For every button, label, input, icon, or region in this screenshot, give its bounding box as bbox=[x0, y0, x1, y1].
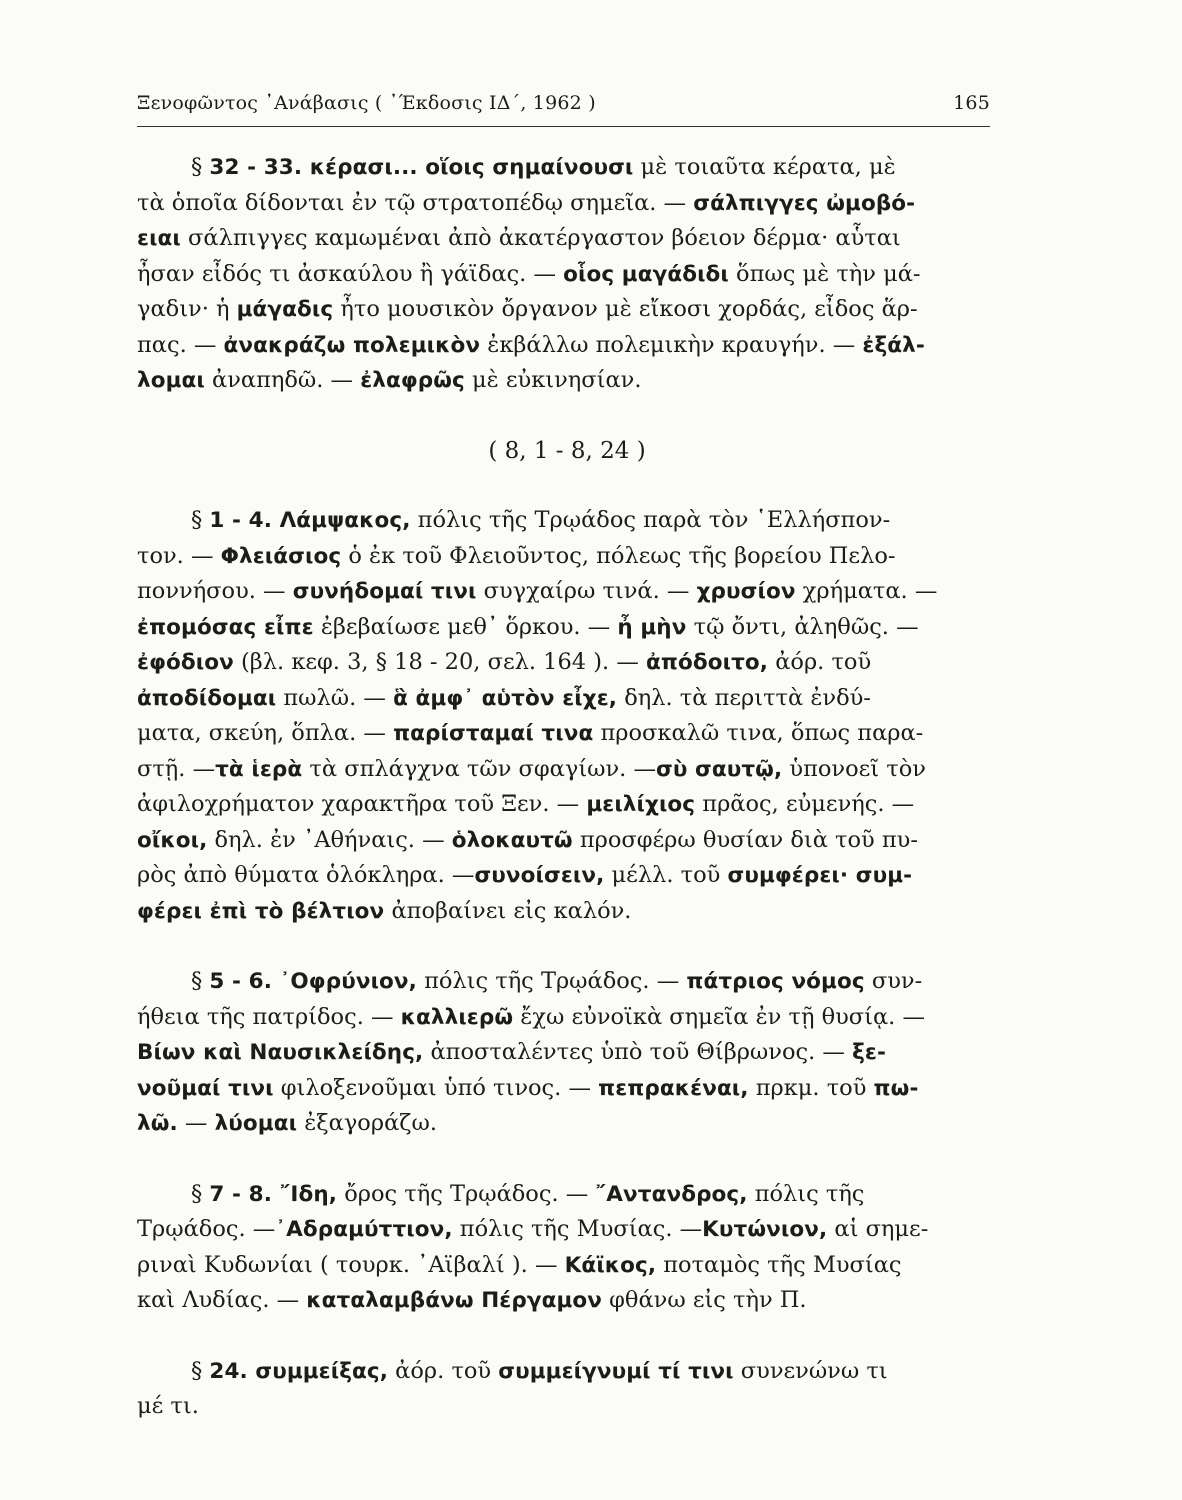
gloss-text: ἀόρ. τοῦ bbox=[388, 1357, 499, 1384]
gloss-text: συγχαίρω τινά. — bbox=[476, 578, 697, 604]
text-line bbox=[137, 292, 997, 328]
gloss-text: ποννήσου. — bbox=[137, 578, 293, 604]
gloss-text: συνενώνω τι bbox=[733, 1357, 888, 1384]
text-line bbox=[137, 964, 997, 1000]
section-heading: ( 8, 1 - 8, 24 ) bbox=[488, 437, 646, 464]
header-rule bbox=[137, 126, 990, 127]
paragraph-gap bbox=[137, 468, 997, 503]
gloss-text: ἀναπηδῶ. — bbox=[204, 367, 361, 393]
gloss-text: πόλις τῆς Τρῳάδος. — bbox=[416, 968, 687, 994]
gloss-text: ἐβεβαίωσε μεθ᾿ ὅρκου. — bbox=[313, 613, 618, 640]
text-line bbox=[137, 894, 997, 930]
gloss-text: προσκαλῶ τινα, ὅπως παρα- bbox=[593, 720, 924, 746]
gloss-text: τὰ σπλάγχνα τῶν σφαγίων. — bbox=[302, 755, 656, 782]
commentary-body bbox=[137, 150, 997, 1424]
gloss-text: στῇ. — bbox=[137, 755, 216, 782]
gloss-text: μὲ τοιαῦτα κέρατα, μὲ bbox=[633, 154, 896, 180]
lemma-term: συνοίσειν, bbox=[474, 863, 605, 888]
text-line bbox=[137, 1212, 997, 1248]
gloss-text: ἀφιλοχρήματον χαρακτῆρα τοῦ Ξεν. — bbox=[137, 791, 587, 817]
lemma-term: συνήδομαί τινι bbox=[292, 579, 477, 604]
gloss-text: καὶ Λυδίας. — bbox=[137, 1287, 307, 1313]
text-line bbox=[137, 503, 997, 539]
lemma-term: Κάϊκος, bbox=[564, 1252, 657, 1278]
lemma-term: τὰ ἱερὰ bbox=[215, 756, 303, 782]
text-line bbox=[137, 1035, 997, 1071]
gloss-text: συν- bbox=[864, 968, 923, 994]
gloss-text: αἱ σημε- bbox=[827, 1216, 929, 1242]
lemma-term: σὺ σαυτῷ, bbox=[655, 756, 783, 782]
lemma-term: ἐξάλ- bbox=[862, 332, 925, 358]
running-header bbox=[137, 92, 990, 114]
lemma-term: πεπρακέναι, bbox=[598, 1075, 749, 1101]
lemma-term: ἐφόδιον bbox=[137, 650, 234, 675]
header-title: Ξενοφῶντος ᾿Ανάβασις ( ᾿Έκδοσις ΙΔ΄, 1962 ) bbox=[137, 92, 596, 114]
lemma-term: ἀποδίδομαι bbox=[137, 685, 277, 711]
gloss-text: γαδιν· ἡ bbox=[137, 296, 237, 322]
gloss-text: ἦτο μουσικὸν ὄργανον μὲ εἴκοσι χορδάς, εἶδος ἅρ- bbox=[333, 296, 918, 322]
lemma-term: συμμείγνυμί τί τινι bbox=[498, 1358, 734, 1384]
gloss-text: φθάνω εἰς τὴν Π. bbox=[602, 1287, 807, 1313]
gloss-text: προσφέρω θυσίαν διὰ τοῦ πυ- bbox=[572, 826, 918, 853]
lemma-term: 7 - 8. ῎Ιδη, bbox=[209, 1181, 338, 1207]
lemma-term: 24. συμμείξας, bbox=[209, 1358, 389, 1384]
lemma-term: ἦ μὴν bbox=[617, 614, 687, 640]
lemma-term: παρίσταμαί τινα bbox=[393, 721, 594, 746]
text-line bbox=[137, 363, 997, 399]
lemma-term: ἃ ἀμφ᾿ αὑτὸν εἶχε, bbox=[393, 685, 618, 711]
text-line bbox=[137, 716, 997, 752]
lemma-term: λομαι bbox=[137, 368, 205, 393]
text-line bbox=[137, 539, 997, 575]
lemma-term: Βίων καὶ Ναυσικλείδης, bbox=[137, 1040, 424, 1065]
gloss-text: πόλις τῆς bbox=[747, 1180, 865, 1207]
gloss-text: ἦσαν εἶδός τι ἀσκαύλου ἢ γάϊδας. — bbox=[137, 260, 564, 287]
gloss-text: ὄρος τῆς Τρῳάδος. — bbox=[337, 1180, 596, 1207]
lemma-term: πάτριος νόμος bbox=[686, 969, 865, 994]
text-line bbox=[137, 752, 997, 788]
lemma-term: φέρει ἐπὶ τὸ βέλτιον bbox=[137, 898, 385, 924]
paragraph-gap bbox=[137, 399, 997, 434]
text-line bbox=[137, 221, 997, 257]
gloss-text: ἐξαγοράζω. bbox=[297, 1110, 437, 1136]
gloss-text: μέ τι. bbox=[137, 1393, 199, 1419]
gloss-text: φιλοξενοῦμαι ὑπό τινος. — bbox=[273, 1074, 599, 1101]
lemma-term: ξε- bbox=[852, 1040, 886, 1065]
gloss-text: δηλ. ἐν ᾿Αθήναις. — bbox=[207, 826, 452, 853]
text-line bbox=[137, 328, 997, 364]
text-line bbox=[137, 858, 997, 894]
text-line bbox=[137, 150, 997, 186]
gloss-text: ἐκβάλλω πολεμικὴν κραυγήν. — bbox=[480, 331, 863, 358]
text-line bbox=[137, 1000, 997, 1036]
text-line bbox=[137, 645, 997, 681]
gloss-text: ἀόρ. τοῦ bbox=[768, 649, 872, 675]
page-number: 165 bbox=[953, 92, 990, 114]
lemma-term: συμφέρει· συμ- bbox=[727, 863, 913, 888]
text-line bbox=[137, 787, 997, 823]
text-line bbox=[137, 186, 997, 222]
lemma-term: Φλειάσιος bbox=[220, 543, 342, 569]
gloss-text: δηλ. τὰ περιττὰ ἐνδύ- bbox=[617, 684, 871, 711]
text-line bbox=[137, 1071, 997, 1107]
lemma-term: Κυτώνιον, bbox=[702, 1217, 828, 1242]
gloss-text: ὅπως μὲ τὴν μά- bbox=[728, 260, 921, 287]
gloss-text: ὑπονοεῖ τὸν bbox=[782, 755, 926, 782]
gloss-text: πωλῶ. — bbox=[276, 684, 394, 711]
text-line bbox=[137, 257, 997, 293]
gloss-text: § bbox=[191, 1180, 210, 1207]
lemma-term: οἴκοι, bbox=[137, 827, 208, 853]
lemma-term: καταλαμβάνω Πέργαμον bbox=[306, 1288, 602, 1313]
text-line bbox=[137, 574, 997, 610]
text-line bbox=[137, 681, 997, 717]
lemma-term: 1 - 4. Λάμψακος, bbox=[209, 508, 411, 533]
gloss-text: πρκμ. τοῦ bbox=[748, 1074, 874, 1101]
gloss-text: § bbox=[191, 968, 210, 994]
gloss-text: τῷ ὄντι, ἀληθῶς. — bbox=[686, 613, 919, 640]
gloss-text: μέλλ. τοῦ bbox=[604, 862, 728, 888]
paragraph-gap bbox=[137, 1142, 997, 1177]
lemma-term: χρυσίον bbox=[696, 579, 796, 604]
gloss-text: ήθεια τῆς πατρίδος. — bbox=[137, 1003, 401, 1030]
text-line bbox=[137, 823, 997, 859]
gloss-text: ἀποσταλέντες ὑπὸ τοῦ Θίβρωνος. — bbox=[423, 1039, 853, 1065]
gloss-text: ἔχω εὐνοϊκὰ σημεῖα ἐν τῇ θυσίᾳ. — bbox=[513, 1003, 925, 1030]
lemma-term: ῎Αντανδρος, bbox=[595, 1181, 748, 1207]
lemma-term: οἷος μαγάδιδι bbox=[563, 261, 729, 287]
paragraph-gap bbox=[137, 1319, 997, 1354]
gloss-text: (βλ. κεφ. 3, § 18 - 20, σελ. 164 ). — bbox=[233, 649, 647, 675]
gloss-text: ριναὶ Κυδωνίαι ( τουρκ. ᾿Αϊβαλί ). — bbox=[137, 1251, 565, 1278]
gloss-text: σάλπιγγες καμωμέναι ἀπὸ ἀκατέργαστον βόειον δέρμα· αὗται bbox=[180, 225, 901, 251]
gloss-text: ρὸς ἀπὸ θύματα ὁλόκληρα. — bbox=[137, 862, 475, 888]
gloss-text: Τρῳάδος. — bbox=[137, 1216, 276, 1242]
gloss-text: πόλις τῆς Τρῳάδος παρὰ τὸν ῾Ελλήσπον- bbox=[410, 507, 891, 533]
lemma-term: ειαι bbox=[137, 226, 181, 251]
gloss-text: — bbox=[177, 1110, 215, 1136]
lemma-term: μάγαδις bbox=[236, 297, 334, 322]
gloss-text: § bbox=[191, 1357, 210, 1384]
text-line bbox=[137, 1354, 997, 1390]
paragraph-gap bbox=[137, 929, 997, 964]
gloss-text: ὁ ἐκ τοῦ Φλειοῦντος, πόλεως τῆς βορείου Πελο- bbox=[341, 542, 896, 569]
gloss-text: πρᾶος, εὐμενής. — bbox=[695, 791, 915, 817]
lemma-term: ἐπομόσας εἶπε bbox=[137, 614, 314, 640]
gloss-text: § bbox=[191, 507, 210, 533]
gloss-text: μὲ εὐκινησίαν. bbox=[464, 367, 642, 393]
lemma-term: μειλίχιος bbox=[586, 792, 696, 817]
text-line bbox=[137, 1248, 997, 1284]
text-line bbox=[137, 1389, 997, 1424]
text-line bbox=[137, 1177, 997, 1213]
lemma-term: καλλιερῶ bbox=[400, 1004, 514, 1030]
gloss-text: ποταμὸς τῆς Μυσίας bbox=[656, 1251, 902, 1278]
lemma-term: νοῦμαί τινι bbox=[137, 1075, 274, 1101]
gloss-text: πόλις τῆς Μυσίας. — bbox=[452, 1216, 703, 1242]
gloss-text: ἀποβαίνει εἰς καλόν. bbox=[384, 897, 632, 924]
gloss-text: πας. — bbox=[137, 331, 224, 358]
gloss-text: τὰ ὁποῖα δίδονται ἐν τῷ στρατοπέδῳ σημεῖα. — bbox=[137, 189, 694, 216]
lemma-term: 32 - 33. κέρασι... οἵοις σημαίνουσι bbox=[209, 155, 634, 180]
lemma-term: λῶ. bbox=[137, 1111, 178, 1136]
lemma-term: σάλπιγγες ὠμοβό- bbox=[693, 190, 916, 216]
text-line bbox=[137, 610, 997, 646]
lemma-term: ἀνακράζω πολεμικὸν bbox=[223, 332, 481, 358]
lemma-term: πω- bbox=[873, 1075, 919, 1101]
text-line bbox=[137, 1106, 997, 1142]
lemma-term: 5 - 6. ᾿Οφρύνιον, bbox=[209, 969, 417, 994]
lemma-term: ἀπόδοιτο, bbox=[646, 650, 769, 675]
gloss-text: ματα, σκεύη, ὅπλα. — bbox=[137, 720, 394, 746]
gloss-text: § bbox=[191, 154, 210, 180]
lemma-term: λύομαι bbox=[214, 1111, 298, 1136]
gloss-text: τον. — bbox=[137, 542, 221, 569]
gloss-text: χρήματα. — bbox=[795, 578, 938, 604]
text-line bbox=[137, 1283, 997, 1319]
lemma-term: ὁλοκαυτῶ bbox=[451, 827, 573, 853]
lemma-term: ἐλαφρῶς bbox=[360, 368, 465, 393]
lemma-term: ᾿Αδραμύττιον, bbox=[275, 1217, 453, 1242]
